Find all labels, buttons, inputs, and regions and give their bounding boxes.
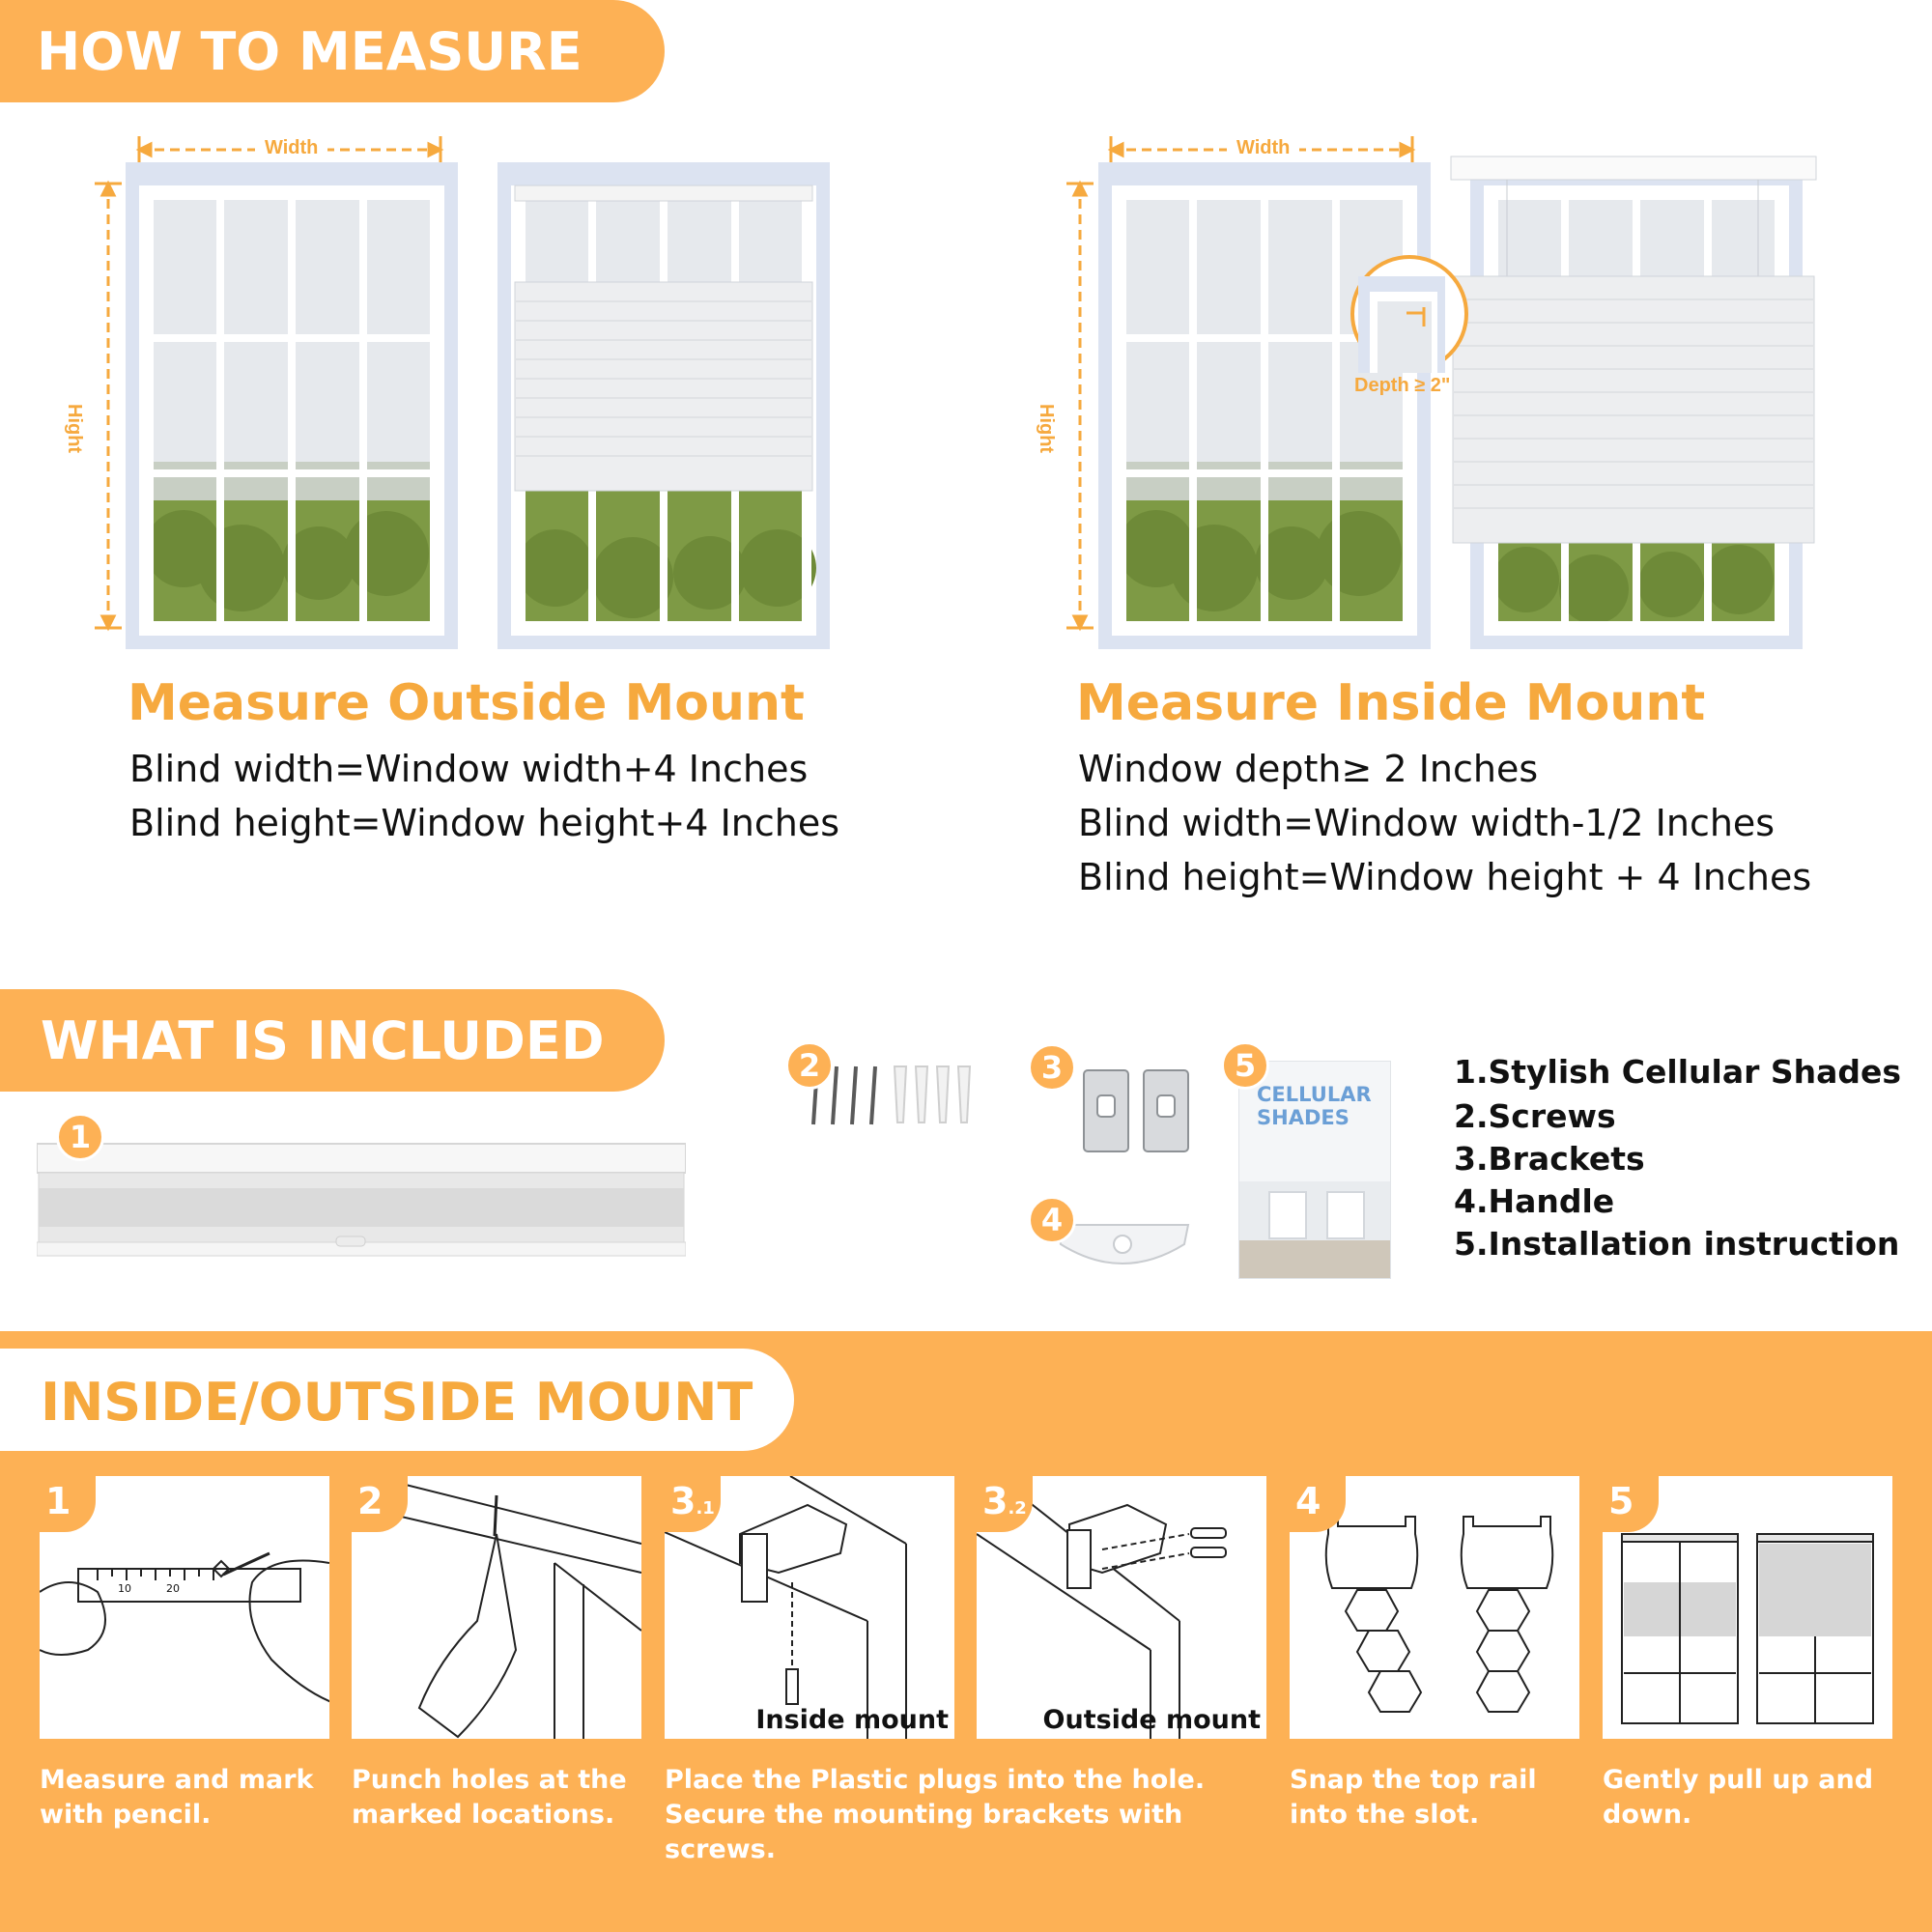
included-item-5: 5.Installation instruction — [1454, 1225, 1900, 1263]
inside-mount-title: Measure Inside Mount — [1076, 674, 1706, 732]
inside-width-label: Width — [1227, 137, 1299, 159]
step-number-4: 4 — [1290, 1476, 1346, 1532]
item-badge-1: 1 — [56, 1113, 104, 1161]
how-to-measure-title: HOW TO MEASURE — [37, 21, 582, 82]
depth-callout-circle — [1349, 253, 1470, 375]
step-caption-3: Place the Plastic plugs into the hole. Secure the mounting brackets with screws. — [665, 1765, 1206, 1864]
step-panel-5 — [1603, 1476, 1892, 1739]
booklet-window — [1268, 1191, 1307, 1239]
inside-formula-depth: Window depth≥ 2 Inches — [1078, 748, 1539, 790]
item-badge-5: 5 — [1221, 1041, 1269, 1090]
brackets-image — [1080, 1066, 1192, 1157]
included-item-3: 3.Brackets — [1454, 1140, 1645, 1178]
what-is-included-title: WHAT IS INCLUDED — [41, 1010, 605, 1071]
included-item-4: 4.Handle — [1454, 1182, 1615, 1220]
outside-mount-title: Measure Outside Mount — [128, 674, 805, 732]
outside-formula-height: Blind height=Window height+4 Inches — [129, 802, 840, 844]
inside-window-bare — [1098, 162, 1431, 649]
mount-title: INSIDE/OUTSIDE MOUNT — [41, 1372, 753, 1433]
step-panel-3-2 — [977, 1476, 1266, 1739]
ruler-mark-10: 10 — [118, 1582, 131, 1595]
step-caption-1: Measure and mark with pencil. — [40, 1765, 314, 1830]
inside-window-shade — [1449, 155, 1826, 649]
depth-label: Depth ≥ 2" — [1354, 375, 1451, 396]
step-number-2: 2 — [352, 1476, 408, 1532]
outside-mount-label: Outside mount — [1042, 1705, 1261, 1735]
booklet-title-line1: CELLULAR — [1257, 1083, 1372, 1106]
step-panel-4 — [1290, 1476, 1579, 1739]
what-is-included-tab — [0, 989, 665, 1092]
step-panel-3-1 — [665, 1476, 954, 1739]
inside-height-label: Hight — [1035, 398, 1057, 459]
item-badge-2: 2 — [785, 1041, 834, 1090]
step-number-1: 1 — [40, 1476, 96, 1532]
inside-formula-width: Blind width=Window width-1/2 Inches — [1078, 802, 1776, 844]
cellular-shade-image — [37, 1136, 686, 1260]
inside-formula-height: Blind height=Window height + 4 Inches — [1078, 856, 1812, 898]
step-caption-4: Snap the top rail into the slot. — [1290, 1765, 1537, 1830]
step-number-5: 5 — [1603, 1476, 1659, 1532]
item-badge-4: 4 — [1028, 1196, 1076, 1244]
outside-window-bare — [126, 162, 458, 649]
ruler-mark-20: 20 — [166, 1582, 180, 1595]
how-to-measure-tab — [0, 0, 665, 102]
booklet-title-line2: SHADES — [1257, 1106, 1350, 1129]
outside-formula-width: Blind width=Window width+4 Inches — [129, 748, 809, 790]
step-number-3-2: 3.2 — [977, 1476, 1033, 1532]
item-badge-3: 3 — [1028, 1043, 1076, 1092]
step-caption-5: Gently pull up and down. — [1603, 1765, 1874, 1830]
included-item-2: 2.Screws — [1454, 1097, 1616, 1135]
inside-mount-label: Inside mount — [755, 1705, 949, 1735]
instruction-booklet — [1238, 1061, 1391, 1279]
step-number-3-1: 3.1 — [665, 1476, 721, 1532]
outside-height-label: Hight — [63, 398, 85, 459]
step-caption-2: Punch holes at the marked locations. — [352, 1765, 627, 1830]
booklet-window — [1326, 1191, 1365, 1239]
outside-width-label: Width — [255, 137, 327, 159]
included-item-1: 1.Stylish Cellular Shades — [1454, 1053, 1902, 1091]
step-panel-1 — [40, 1476, 329, 1739]
booklet-room-photo — [1239, 1181, 1391, 1279]
step-panel-2 — [352, 1476, 641, 1739]
outside-window-shade — [497, 162, 830, 649]
